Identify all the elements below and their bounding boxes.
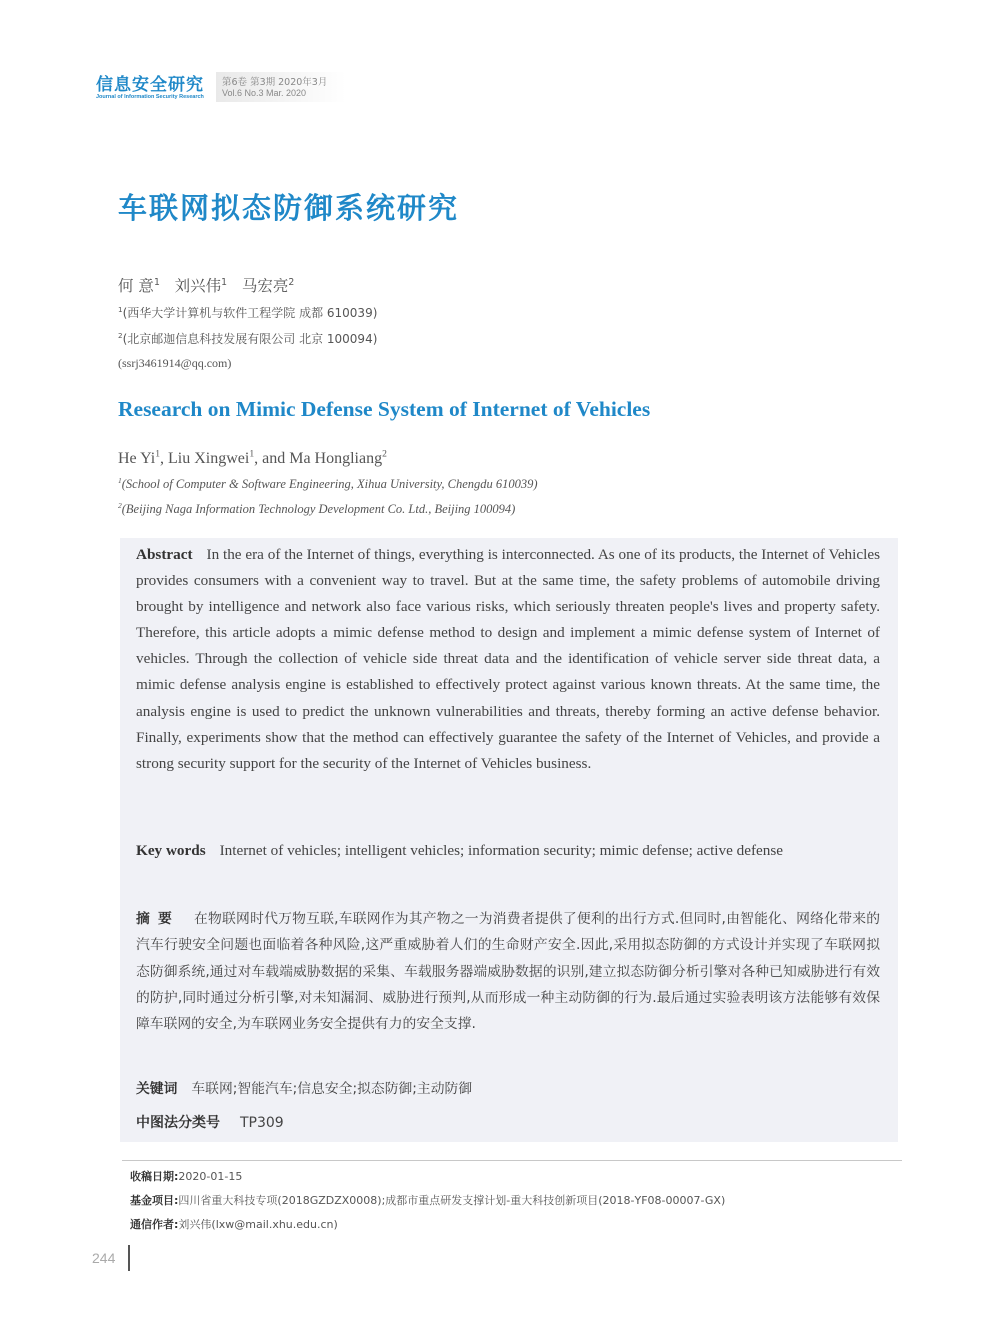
footnote-text: 四川省重大科技专项(2018GZDZX0008);成都市重点研发支撑计划-重大科技创新项目(2018-YF08-00007-GX) xyxy=(178,1194,726,1207)
affiliation-mark: 2 xyxy=(288,276,295,288)
affiliation-en-2 xyxy=(118,502,515,517)
issue-info-en: Vol.6 No.3 Mar. 2020 xyxy=(222,88,307,98)
author-name: , Liu Xingwei xyxy=(159,450,250,467)
classification-value: TP309 xyxy=(240,1115,284,1131)
affiliation-mark: 2 xyxy=(118,331,123,340)
affiliation-cn-2 xyxy=(118,330,377,347)
affiliation-mark: 1 xyxy=(221,276,228,288)
affiliation-en-1 xyxy=(118,477,538,492)
keywords-cn xyxy=(136,1077,472,1097)
journal-title-cn: 信息安全研究 xyxy=(96,75,204,95)
affiliation-text: (北京邮迦信息科技发展有限公司 北京 100094) xyxy=(122,332,378,346)
classification-number xyxy=(136,1112,284,1132)
keywords-label-cn: 关键词 xyxy=(136,1081,178,1097)
author-name: , and Ma Hongliang xyxy=(254,450,383,467)
affiliation-mark: 1 xyxy=(118,475,122,485)
issue-info-cn: 第6卷 第3期 2020年3月 xyxy=(222,77,328,88)
keywords-text: Internet of vehicles; intelligent vehicles; information security; mimic defense; active defense xyxy=(219,842,784,859)
paper-title-en: Research on Mimic Defense System of Internet of Vehicles xyxy=(118,397,651,421)
author-name: 刘兴伟 xyxy=(174,277,222,295)
footnote-text: 2020-01-15 xyxy=(178,1170,243,1183)
affiliation-mark: 1 xyxy=(155,448,160,460)
footnote-fund xyxy=(130,1192,725,1208)
affiliation-text: (Beijing Naga Information Technology Development Co. Ltd., Beijing 100094) xyxy=(121,502,516,516)
page-number-bar xyxy=(128,1245,130,1271)
affiliation-text: (西华大学计算机与软件工程学院 成都 610039) xyxy=(122,306,378,320)
affiliation-mark: 1 xyxy=(153,276,160,288)
footnote-label: 收稿日期: xyxy=(130,1170,179,1183)
keywords-label: Key words xyxy=(136,842,206,859)
author-name: He Yi xyxy=(118,450,156,467)
abstract-text-cn: 在物联网时代万物互联,车联网作为其产物之一为消费者提供了便利的出行方式.但同时,由智能化、网络化带来的汽车行驶安全问题也面临着各种风险,这严重威胁着人们的生命财产安全.因此,采用拟态防御的方式设计并实现了车联网拟态防御系统,通过对车载端威胁数据的采集、车载服务器端威胁数据的识别,建立拟态防御分析引擎对各种已知威胁进行有效的防护,同时通过分析引擎,对未知漏洞、威胁进行预判,从而形成一种主动防御的行为.最后通过实验表明该方法能够有效保障车联网的安全,为车联网业务安全提供有力的安全支撑. xyxy=(136,911,881,1033)
paper-title-cn: 车联网拟态防御系统研究 xyxy=(118,191,460,225)
keywords-en xyxy=(136,838,880,864)
affiliation-mark: 1 xyxy=(249,448,255,460)
authors-en xyxy=(118,450,387,468)
abstract-label-cn: 摘要 xyxy=(136,911,181,927)
affiliation-cn-1 xyxy=(118,304,377,321)
abstract-cn xyxy=(136,906,880,1037)
author-name: 何 意 xyxy=(118,277,154,295)
keywords-text-cn: 车联网;智能汽车;信息安全;拟态防御;主动防御 xyxy=(191,1081,473,1097)
classification-label: 中图法分类号 xyxy=(136,1115,220,1131)
affiliation-text: (School of Computer & Software Engineering, Xihua University, Chengdu 610039) xyxy=(121,477,538,491)
footnote-corresponding xyxy=(130,1216,338,1232)
page-number: 244 xyxy=(92,1250,116,1266)
footnote-received xyxy=(130,1168,242,1184)
authors-cn xyxy=(118,274,294,296)
author-name: 马宏亮 xyxy=(241,277,289,295)
abstract-label: Abstract xyxy=(136,546,193,563)
footnote-text: 刘兴伟(lxw@mail.xhu.edu.cn) xyxy=(178,1218,338,1231)
author-email: (ssrj3461914@qq.com) xyxy=(118,356,232,370)
journal-title-en: Journal of Information Security Research xyxy=(96,94,204,100)
abstract-text: In the era of the Internet of things, everything is interconnected. As one of its products, the Internet of Vehicles provides consumers with a convenient way to travel. But at the same time, the safety problems of automobile driving brought by intelligence and network also face various risks, which seriously threaten people's lives and property safety. Therefore, this article adopts a mimic defense method to design and implement a mimic defense system of Internet of vehicles. Through the collection of vehicle side threat data and the identification of vehicle server side threat data, a mimic defense analysis engine is established to effectively protect against various known threats. At the same time, the analysis engine is used to predict the unknown vulnerabilities and threats, thereby forming an active defense behavior. Finally, experiments show that the method can effectively guarantee the safety of the Internet of Vehicles, and provide a strong security support for the security of the Internet of Vehicles business. xyxy=(136,546,880,772)
affiliation-mark: 2 xyxy=(118,500,122,510)
affiliation-mark: 2 xyxy=(382,448,387,460)
footnote-label: 通信作者: xyxy=(130,1218,179,1231)
abstract-en xyxy=(136,542,880,777)
affiliation-mark: 1 xyxy=(118,305,123,314)
footnote-divider xyxy=(122,1160,902,1161)
footnote-label: 基金项目: xyxy=(130,1194,179,1207)
